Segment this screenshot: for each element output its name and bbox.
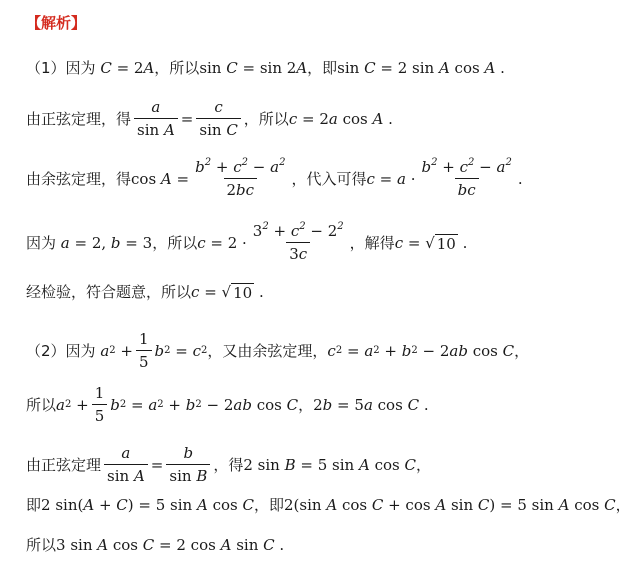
text-l4b: ，所以 xyxy=(152,233,198,252)
sqrt-10-b: √ 10 xyxy=(221,283,253,302)
solution-heading: 【解析】 xyxy=(26,14,87,32)
solution-line-5: 经检验，符合题意，所以 c = √ 10 . xyxy=(26,283,264,302)
text-l7b: ， xyxy=(298,395,314,414)
solution-line-6: （2）因为 a 2 + $\frac{1}{5}$ b 2 = c 2 ，又由余弦定理， c 2 = a 2 + b 2 − 2 ab cos C ， xyxy=(26,330,530,371)
text-l3b: ，代入可得 xyxy=(291,169,367,188)
text-l1b: ，所以 xyxy=(154,59,200,77)
text-l9a: 即 xyxy=(26,496,42,514)
text-l2b: ，所以 xyxy=(243,109,289,128)
text-l6c: ， xyxy=(514,341,530,360)
text-l9b: ，即 xyxy=(253,496,284,514)
text-l3a: 由余弦定理，得 xyxy=(26,169,132,188)
text-l6a: （2）因为 xyxy=(26,341,96,360)
fraction-a-over-sinA-2: $\frac{a}{\text{sin A}}$ xyxy=(104,444,148,485)
text-l1c: ，即 xyxy=(307,59,338,77)
text-l2a: 由正弦定理，得 xyxy=(26,109,132,128)
text-l1a: （1）因为 xyxy=(26,59,96,77)
text-l8b: ，得 xyxy=(213,455,244,474)
text-l4c: ，解得 xyxy=(349,233,395,252)
solution-line-2: 由正弦定理，得 $\frac{a}{\text{sin A}}$ = $\frac{c}{\text{sin C}}$ ，所以 c = 2 a cos A . xyxy=(26,98,393,139)
text-l9c: ， xyxy=(615,496,631,514)
solution-line-8: 由正弦定理 $\frac{a}{\text{sin A}}$ = $\frac{b}{\text{sin B}}$ ，得 2 sin B = 5 sin A cos C ， xyxy=(26,444,431,485)
text-l6b: ，又由余弦定理， xyxy=(207,341,328,360)
text-l10a: 所以 xyxy=(26,536,57,554)
solution-line-9: 即 2 sin( A + C ) = 5 sin A cos C ，即 2(sin A cos C + cos A sin C ) = 5 sin A cos C ， xyxy=(26,496,631,514)
sqrt-10-a: √ 10 xyxy=(425,233,456,253)
solution-line-4: 因为 a = 2, b = 3 ，所以 c = 2 · $\frac{3^2 + c^2 - 2^2}{3c}$ ，解得 c = √ 10 . xyxy=(26,221,468,263)
fraction-one-fifth-b: $\frac{1}{5}$ xyxy=(92,384,108,425)
solution-line-3: 由余弦定理，得 cos A = $\frac{b^2 + c^2 - a^2}{2bc}$ ，代入可得 c = a · $\frac{b^2 + c^2 - a^2}{bc}$ . xyxy=(26,157,523,199)
fraction-one-fifth-a: $\frac{1}{5}$ xyxy=(136,330,152,371)
solution-line-7: 所以 a 2 + $\frac{1}{5}$ b 2 = a 2 + b 2 − 2 ab cos C ， 2 b = 5 a cos C . xyxy=(26,384,429,425)
fraction-a-over-sinA: $\frac{a}{\text{sin A}}$ xyxy=(134,98,178,139)
fraction-cosine-law: $\frac{b^2 + c^2 - a^2}{2bc}$ xyxy=(195,157,286,199)
solution-line-1: （1）因为 C = 2 A ，所以 sin C = sin 2 A ，即 sin C = 2 sin A cos A . xyxy=(26,59,505,77)
text-l7a: 所以 xyxy=(26,395,57,414)
fraction-numeric: $\frac{3^2 + c^2 - 2^2}{3c}$ xyxy=(252,221,344,263)
text-l8c: ， xyxy=(415,455,431,474)
text-l5a: 经检验，符合题意，所以 xyxy=(26,283,192,301)
text-l8a: 由正弦定理 xyxy=(26,455,102,474)
solution-line-10: 所以 3 sin A cos C = 2 cos A sin C . xyxy=(26,536,285,554)
text-l4a: 因为 xyxy=(26,233,57,252)
fraction-c-over-sinC: $\frac{c}{\text{sin C}}$ xyxy=(196,98,240,139)
fraction-b-over-sinB: $\frac{b}{\text{sin B}}$ xyxy=(166,444,210,485)
fraction-substituted: $\frac{b^2 + c^2 - a^2}{bc}$ xyxy=(421,157,512,199)
